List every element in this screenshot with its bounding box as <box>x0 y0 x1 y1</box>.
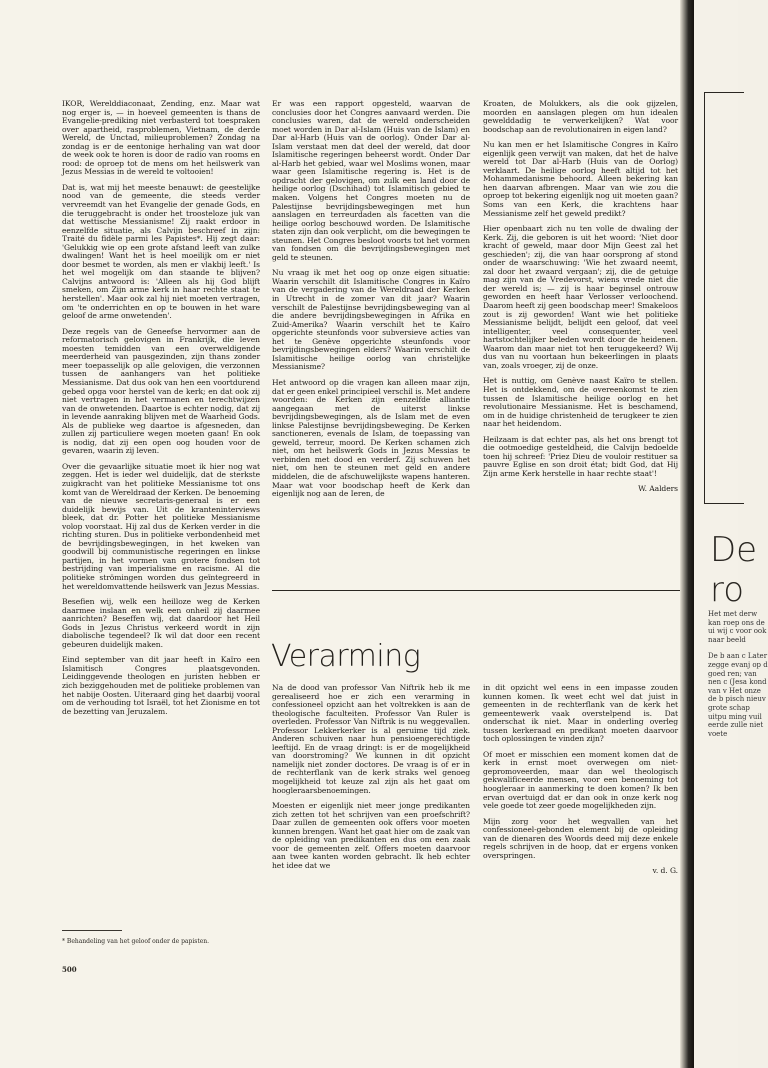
paragraph: Mijn zorg voor het wegvallen van het confessioneel-gebonden element bij de opleiding van de dienaren des Woords deed mij deze enkele regels schrijven in de hoop, dat er ergens vonken overspringen. <box>483 816 678 860</box>
text-fragment: De b aan c Later zegge evanj op d goed ren; van nen c (Jesa kond van v Het onze de b pisch nieuv grote schap uitpu ming vuil eerde zulle niet voete <box>708 652 768 738</box>
paragraph: Kroaten, de Molukkers, als die ook gijzelen, moorden en aanslagen plegen om hun idealen gewelddadig te verwerkelijken? Wat voor boodschap aan de revolutionairen in eigen land? <box>483 99 678 134</box>
paragraph: Dat is, wat mij het meeste benauwt: de geestelijke nood van de gemeente, die steeds verder vervreemdt van het Evangelie der genade Gods, en die teruggebracht is onder het troosteloze juk van dat wettische Messianisme! Zij raakt erdoor in eenzelfde situatie, als Calvijn beschreef in zijn: Traité du fidèle parmi les Papistes*. Hij zegt daar: 'Gelukkig wie op een grote afstand leeft van zulke dwalingen! Want het is heel moeilijk om er niet door besmet te worden, als men er vlakbij leeft.' Is het wel mogelijk om dan staande te blijven? Calvijns antwoord is: 'Alleen als hij God blijft smeken, om Zijn arme kerk in haar rechte staat te herstellen'. Maar ook zal hij niet moeten vertragen, om 'te onderrichten en op te bouwen in het ware geloof de arme onwetenden'. <box>62 182 260 321</box>
paragraph: Heilzaam is dat echter pas, als het ons brengt tot die ootmoedige gesteldheid, die Calvijn bedoelde toen hij schreef: 'Priez Dieu de vouloir restituer sa pauvre Eglise en son droit état; bidt God, dat Hij Zijn arme Kerk herstelle in haar rechte staat'! <box>483 434 678 478</box>
article-column-2 <box>272 100 470 506</box>
facing-page-heading: De ro <box>710 530 758 610</box>
facing-page-edge <box>694 0 768 1068</box>
section-divider <box>272 590 680 591</box>
paragraph: Eind september van dit jaar heeft in Kaïro een Islamitisch Congres plaatsgevonden. Leidinggevende theologen en juristen hebben er zich beziggehouden met de politieke problemen van het nabije Oosten. Uiteraard ging het daarbij vooral om de verhouding tot Israël, tot het Zionisme en tot de bezetting van Jeruzalem. <box>62 655 260 716</box>
paragraph: Moesten er eigenlijk niet meer jonge predikanten zich zetten tot het schrijven van een proefschrift? Daar zullen de gemeenten ook offers voor moeten kunnen brengen. Want het gaat hier om de zaak van de opleiding van predikanten en dus om een zaak voor de gemeenten zelf. Offers moeten daarvoor aan twee kanten worden gebracht. Ik heb echter het idee dat we <box>272 801 470 870</box>
paragraph: Besefien wij, welk een heilloze weg de Kerken daarmee inslaan en welk een onheil zij daarmee aanrichten? Beseffen wij, dat daardoor het Heil Gods in Jezus Christus verkeerd wordt in zijn diabolische tegendeel? Ik wil dat door een recent gebeuren duidelijk maken. <box>62 597 260 649</box>
page-number: 500 <box>62 965 77 974</box>
footnote: * Behandeling van het geloof onder de papisten. <box>62 938 210 945</box>
verarming-column-1 <box>272 684 470 877</box>
paragraph: Deze regels van de Geneefse hervormer aan de reformatorisch gelovigen in Frankrijk, die leven moesten temidden van een overweldigende meerderheid van pausgezinden, zijn thans zonder meer toepasselijk op alle gelovigen, die verzonnen tussen de aanhangers van het politieke Messianisme. Dat dus ook van hen een voortdurend gebed opga voor herstel van de kerk; en dat ook zij niet vertragen in het vermanen en terechtwijzen van de onwetenden. Daartoe is echter nodig, dat zij in levende aanraking blijven met de Waarheid Gods. Als de publieke weg daartoe is afgesneden, dan zullen zij particuliere wegen moeten gaan! En ook is nodig, dat zij een open oog houden voor de gevaren, waarin zij leven. <box>62 326 260 456</box>
paragraph: Over die gevaarlijke situatie moet ik hier nog wat zeggen. Het is ieder wel duidelijk, dat de sterkste zuigkracht van het politieke Messianisme tot ons komt van de Wereldraad der Kerken. De benoeming van de nieuwe secretaris-generaal is er een duidelijk bewijs van. Uit de kranteninterviews bleek, dat dr. Potter het politieke Messianisme volop voorstaat. Hij zal dus de Kerken verder in die richting sturen. Dus in politieke verbondenheid met de bevrijdingsbewegingen, in het kweken van goodwill bij communistische regeringen en linkse partijen, in het vormen van grotere fondsen tot bestrijding van imperialisme en racisme. Al die politieke strömingen worden dus geïntegreerd in het wereldomvattende heilswerk van Jezus Messias. <box>62 461 260 591</box>
article-column-1 <box>62 100 260 723</box>
paragraph: Het antwoord op die vragen kan alleen maar zijn, dat er geen enkel principieel verschil is. Met andere woorden: de Kerken zijn eenzelfde alliantie aangegaan met de uiterst linkse bevrijdingsbewegingen, als de Islam met de even linkse Palestijnse bevrijdingsbeweging. De Kerken sanctioneren, evenals de Islam, de toepassing van geweld, terreur, moord. De Kerken schamen zich niet, om het heilswerk Gods in Jezus Messias te verbinden met dood en verderf. Zij schuwen het niet, om hen te steunen met geld en andere middelen, die de afschuwelijkste wapens hanteren. Maar wat voor boodschap heeft de Kerk dan eigenlijk nog aan de Ieren, de <box>272 377 470 499</box>
paragraph: Nu kan men er het Islamitische Congres in Kaïro eigenlijk geen verwijt van maken, dat het de halve wereld tot Dar al-Harb (Huis van de Oorlog) verklaart. De heilige oorlog heeft altijd tot het Mohammedanisme behoord. Alleen bekering kan hen daarvan afbrengen. Maar van wie zou die oproep tot bekering eigenlijk nog uit moeten gaan? Soms van een Kerk, die krachtens haar Messianisme zelf het geweld predikt? <box>483 140 678 218</box>
author-signature: W. Aalders <box>638 484 678 494</box>
paragraph: Het is nuttig, om Genève naast Kaïro te stellen. Het is ontdekkend, om de overeenkomst te zien tussen de Islamitische heilige oorlog en het revolutionaire Messianisme. Het is beschamend, om in de huidige christenheid de terugkeer te zien naar het heidendom. <box>483 376 678 429</box>
paragraph: Er was een rapport opgesteld, waarvan de conclusies door het Congres aanvaard werden. Die conclusies waren, dat de wereld onderscheiden moet worden in Dar al-Islam (Huis van de Islam) en Dar al-Harb (Huis van de oorlog). Onder Dar al-Islam verstaat men dat deel der wereld, dat door Islamitische regeringen beheerst wordt. Onder Dar al-Harb het gebied, waar wel Moslims wonen, maar waar geen Islamitische regering is. Het is de opdracht der gelovigen, om zulk een land door de heilige oorlog (Dschihad) tot Islamitisch gebied te maken. Volgens het Congres moeten nu de Palestijnse bevrijdingsbewegingen met hun aanslagen en terreurdaden als facetten van die heilige oorlog beschouwd worden. De Islamitische staten zijn dan ook verplicht, om die bewegingen te steunen. Het Congres besloot voorts tot het vormen van fondsen om die bevrijdingsbewegingen met geld te steunen. <box>272 99 470 262</box>
facing-page-text <box>708 610 768 746</box>
paragraph: Nu vraag ik met het oog op onze eigen situatie: Waarin verschilt dit Islamitische Congres in Kaïro van de vergadering van de Wereldraad der Kerken in Utrecht in de zomer van dit jaar? Waarin verschilt de Palestijnse bevrijdingsbeweging van al die andere bevrijdingsbewegingen in Afrika en Zuid-Amerika? Waarin verschilt het te Kaïro opgerichte steunfonds voor subversieve acties van het te Genève opgerichte steunfonds voor bevrijdingsbewegingen elders? Waarin verschilt de Islamitische heilige oorlog van christelijke Messianisme? <box>272 268 470 372</box>
author-signature: v. d. G. <box>652 866 678 876</box>
verarming-column-2 <box>483 684 678 876</box>
paragraph: Of moet er misschien een moment komen dat de kerk in ernst moet overwegen om niet-gepromoveerden, maar dan wel theologisch gekwalificeerde mensen, voor een benoeming tot hoogleraar in aanmerking te doen komen? Ik ben ervan overtuigd dat er dan ook in onze kerk nog vele goede tot zeer goede mogelijkheden zijn. <box>483 749 678 811</box>
facing-page-box <box>704 92 744 504</box>
paragraph: IKOR, Werelddiaconaat, Zending, enz. Maar wat nog erger is, — in hoeveel gemeenten is thans de Evangelie-prediking niet verbasterd tot toespraken over apartheid, rasproblemen, Vietnam, de derde Wereld, de Unctad, milieuproblemen? Zondag na zondag is er de eentonige herhaling van wat door de week ook te horen is door de radio van rooms en rood: de oproep tot de mens om het heilswerk van Jezus Messias in de wereld te voltooien! <box>62 99 260 177</box>
paragraph: in dit opzicht wel eens in een impasse zouden kunnen komen. Ik weet echt wel dat juist in gemeenten in de rechterflank van de kerk het gemeentewerk vaak overstelpend is. Dat onderschat ik niet. Maar in onderling overleg tussen kerkeraad en predikant moeten daarvoor toch oplossingen te vinden zijn? <box>483 683 678 744</box>
paragraph: Hier openbaart zich nu ten volle de dwaling der Kerk. Zij, die geboren is uit het woord: 'Niet door kracht of geweld, maar door Mijn Geest zal het geschieden'; zij, die van haar oorsprong af stond onder de waarschuwing: 'Wie het zwaard neemt, zal door het zwaard vergaan'; zij, die de getuige mag zijn van de Vredevorst, wiens vrede niet die der wereld is; — zij is haar beginsel ontrouw geworden en heeft haar Verlosser verloochend. Daarom heeft zij geen boodschap meer! Smakeloos zout is zij geworden! Want wie het politieke Messianisme belijdt, belijdt een geloof, dat veel intelligenter, veel consequenter, veel hartstochtelijker beleden wordt door de heidenen. Waarom dan maar niet tot hen teruggekeerd? Wij dus van nu voortaan hun bekeerlingen in plaats van, zoals vroeger, zij de onze. <box>483 224 678 370</box>
text-fragment: Het met derw kan roep ons de ui wij c voor ook naar beeld <box>708 610 767 644</box>
article-headline: Verarming <box>271 639 421 674</box>
paragraph: Na de dood van professor Van Niftrik heb ik me gerealiseerd hoe er zich een verarming in confessioneel opzicht aan het voltrekken is aan de theologische faculteiten. Professor Van Ruler is overleden. Professor Van Niftrik is nu weggevallen. Professor Lekkerkerker is al geruime tijd ziek. Anderen schuiven naar hun pensioengerechtigde leeftijd. En de vraag dringt: is er de mogelijkheid van doorstroming? We kunnen in dit opzicht namelijk niet zonder doctores. De vraag is of er in de rechterflank van de kerk straks wel genoeg mogelijkheid tot keuze zal zijn als het gaat om hoogleraarsbenoemingen. <box>272 683 470 795</box>
article-column-3 <box>483 100 678 494</box>
footnote-divider <box>62 930 122 931</box>
book-gutter <box>680 0 694 1068</box>
